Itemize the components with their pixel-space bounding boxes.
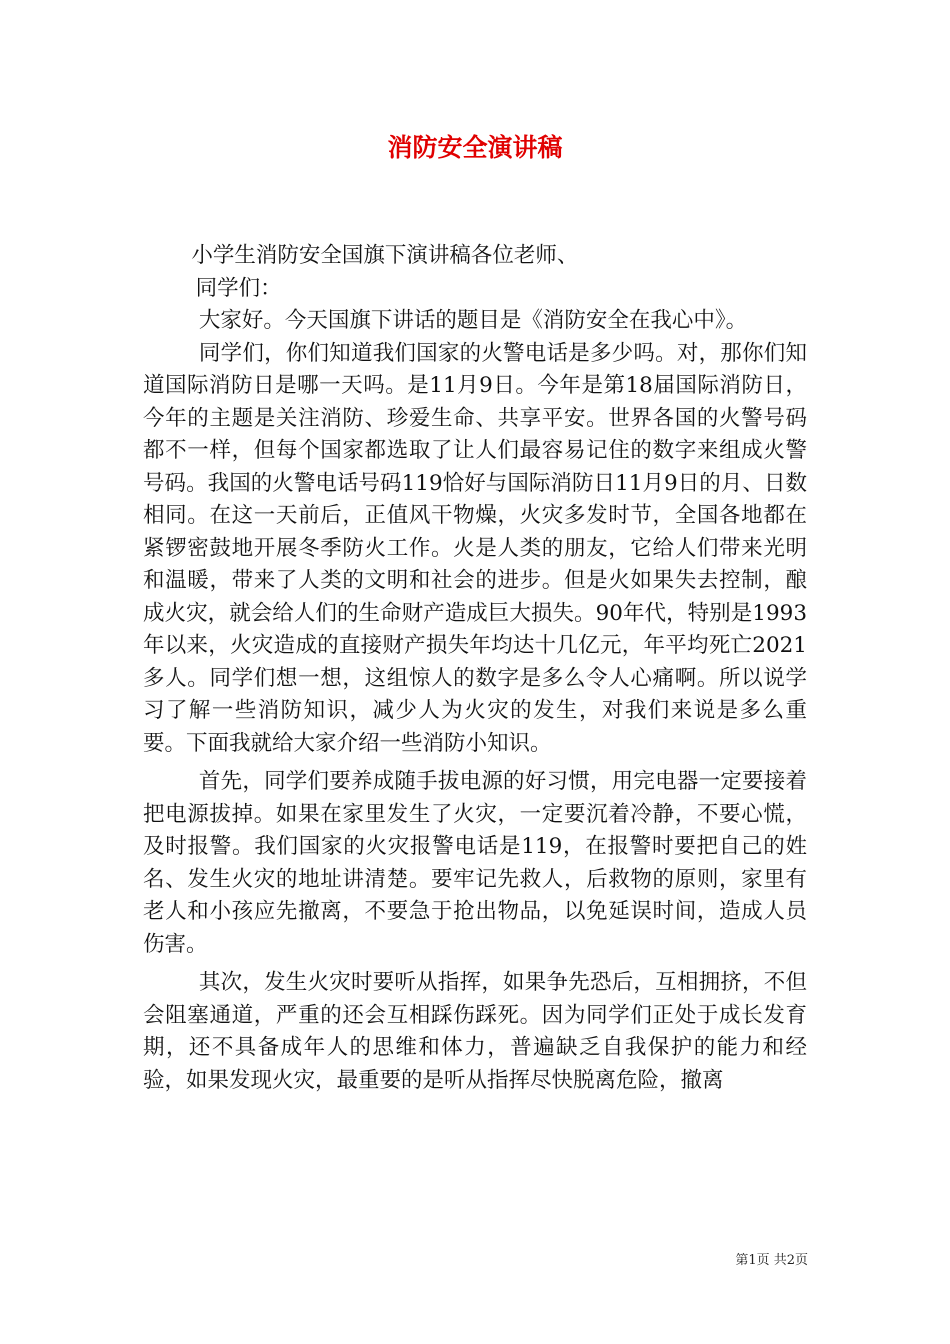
body-paragraph: 其次，发生火灾时要听从指挥，如果争先恐后，互相拥挤，不但会阻塞通道，严重的还会互相踩伤踩死。因为同学们正处于成长发育期，还不具备成年人的思维和体力，普遍缺乏自我保护的能力和经验，如果发现火灾，最重要的是听从指挥尽快脱离危险，撤离 <box>143 970 807 1093</box>
body-paragraph: 同学们，你们知道我们国家的火警电话是多少吗。对，那你们知道国际消防日是哪一天吗。是11月9日。今年是第18届国际消防日，今年的主题是关注消防、珍爱生命、共享平安。世界各国的火警号码都不一样，但每个国家都选取了让人们最容易记住的数字来组成火警号码。我国的火警电话号码119恰好与国际消防日11月9日的月、日数相同。在这一天前后，正值风干物燥，火灾多发时节，全国各地都在紧锣密鼓地开展冬季防火工作。火是人类的朋友，它给人们带来光明和温暖，带来了人类的文明和社会的进步。但是火如果失去控制，酿成火灾，就会给人们的生命财产造成巨大损失。90年代，特别是1993年以来，火灾造成的直接财产损失年均达十几亿元，年平均死亡2021多人。同学们想一想，这组惊人的数字是多么令人心痛啊。所以说学习了解一些消防知识，减少人为火灾的发生，对我们来说是多么重要。下面我就给大家介绍一些消防小知识。 <box>143 340 807 756</box>
greeting-line: 大家好。今天国旗下讲话的题目是《消防安全在我心中》。 <box>198 308 748 333</box>
document-title: 消防安全演讲稿 <box>387 133 563 162</box>
salutation-line: 小学生消防安全国旗下演讲稿各位老师、 <box>191 243 579 268</box>
page-number-footer: 第1页 共2页 <box>735 1253 808 1268</box>
body-paragraph: 首先，同学们要养成随手拔电源的好习惯，用完电器一定要接着把电源拔掉。如果在家里发生了火灾，一定要沉着冷静，不要心慌，及时报警。我们国家的火灾报警电话是119，在报警时要把自己的姓名、发生火灾的地址讲清楚。要牢记先救人，后救物的原则，家里有老人和小孩应先撤离，不要急于抢出物品，以免延误时间，造成人员伤害。 <box>143 769 807 957</box>
document-body <box>143 240 807 1097</box>
addressee-line: 同学们： <box>195 275 282 301</box>
